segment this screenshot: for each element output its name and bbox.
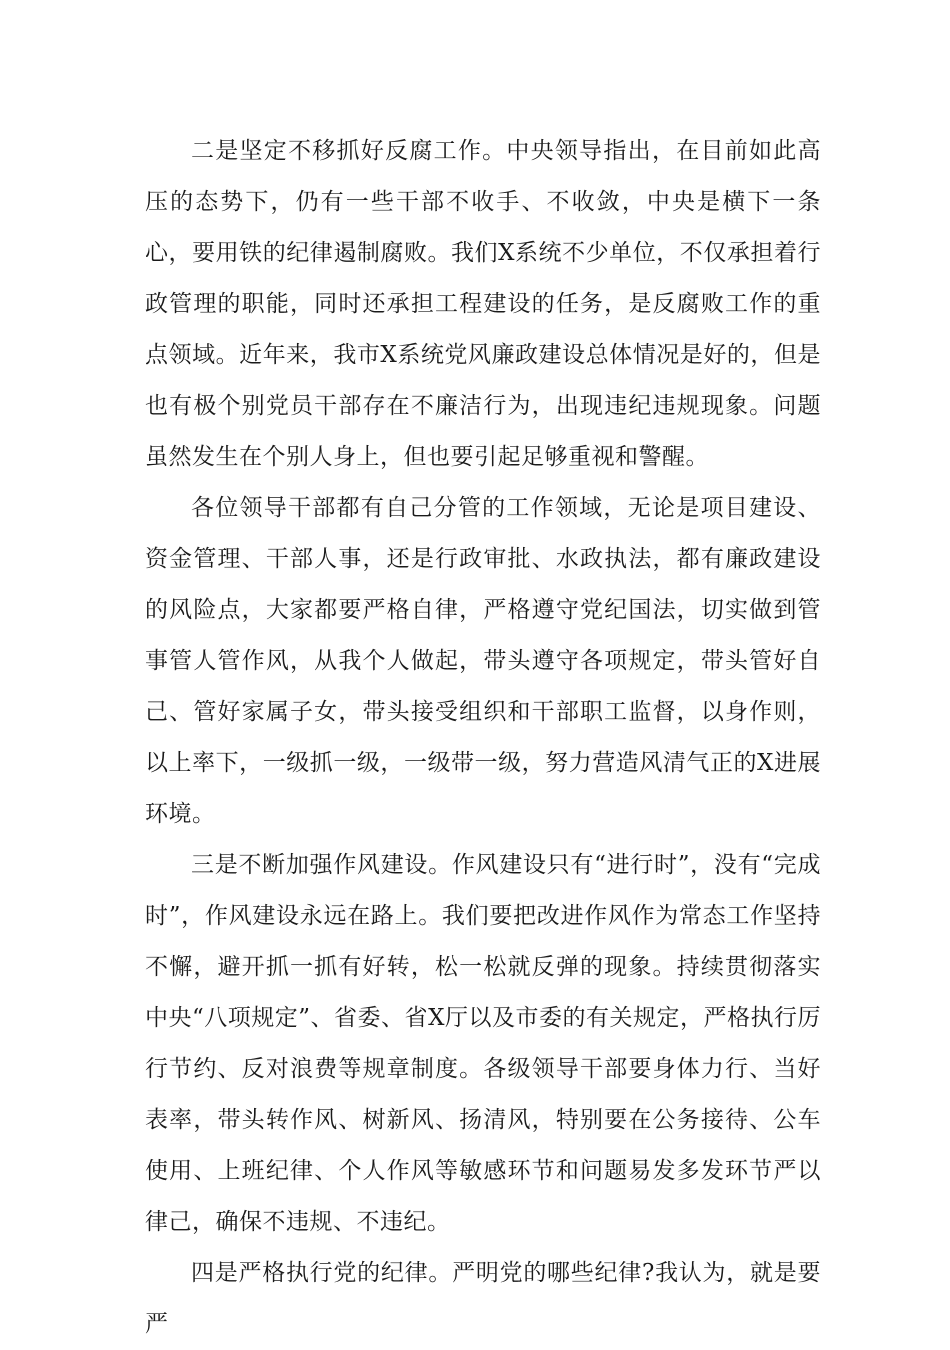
paragraph-leadership-responsibility: 各位领导干部都有自己分管的工作领域，无论是项目建设、资金管理、干部人事，还是行政审批、水政执法，都有廉政建设的风险点，大家都要严格自律，严格遵守党纪国法，切实做到管事管人管作风，从我个人做起，带头遵守各项规定，带头管好自己、管好家属子女，带头接受组织和干部职工监督，以身作则，以上率下，一级抓一级，一级带一级，努力营造风清气正的X进展环境。 <box>145 495 821 827</box>
paragraph-anti-corruption: 二是坚定不移抓好反腐工作。中央领导指出，在目前如此高压的态势下，仍有一些干部不收手、不收敛，中央是横下一条心，要用铁的纪律遏制腐败。我们X系统不少单位，不仅承担着行政管理的职能，同时还承担工程建设的任务，是反腐败工作的重点领域。近年来，我市X系统党风廉政建设总体情况是好的，但是也有极个别党员干部存在不廉洁行为，出现违纪违规现象。问题虽然发生在个别人身上，但也要引起足够重视和警醒。 <box>145 138 821 470</box>
document-body <box>145 126 821 1350</box>
paragraph-party-discipline: 四是严格执行党的纪律。严明党的哪些纪律?我认为，就是要严 <box>145 1260 821 1337</box>
paragraph-work-style: 三是不断加强作风建设。作风建设只有“进行时”，没有“完成时”，作风建设永远在路上。我们要把改进作风作为常态工作坚持不懈，避开抓一抓有好转，松一松就反弹的现象。持续贯彻落实中央“八项规定”、省委、省X厅以及市委的有关规定，严格执行厉行节约、反对浪费等规章制度。各级领导干部要身体力行、当好表率，带头转作风、树新风、扬清风，特别要在公务接待、公车使用、上班纪律、个人作风等敏感环节和问题易发多发环节严以律己，确保不违规、不违纪。 <box>145 852 821 1235</box>
